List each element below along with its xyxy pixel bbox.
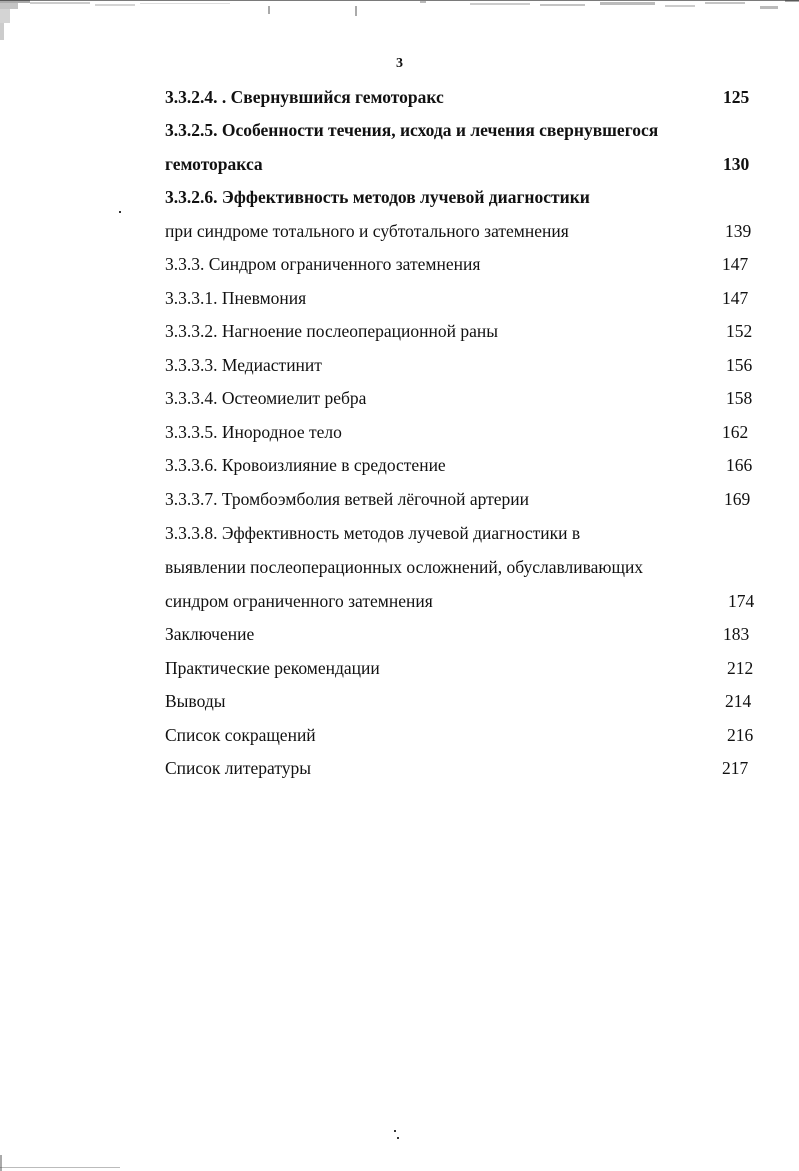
toc-entry-title: 3.3.2.6. Эффективность методов лучевой диагностики — [165, 187, 590, 207]
toc-entry — [165, 452, 765, 478]
toc-entry-page-number: 152 — [726, 321, 753, 341]
toc-entry — [165, 251, 765, 277]
toc-entry — [165, 722, 765, 748]
toc-entry — [165, 184, 765, 210]
toc-entry-title: 3.3.3. Синдром ограниченного затемнения — [165, 254, 481, 274]
toc-entry-title: при синдроме тотального и субтотального затемнения — [165, 221, 569, 241]
toc-entry — [165, 621, 765, 647]
toc-entry — [165, 352, 765, 378]
toc-entry-page-number: 139 — [725, 221, 752, 241]
toc-entry — [165, 151, 765, 177]
toc-entry-title: выявлении послеоперационных осложнений, обуславливающих — [165, 557, 644, 577]
toc-entry-title: гемоторакса — [165, 154, 263, 174]
toc-entry-title: Выводы — [165, 691, 226, 711]
scan-speck — [119, 211, 121, 213]
scan-noise-bottom — [0, 1155, 799, 1171]
toc-entry-title: 3.3.3.5. Инородное тело — [165, 422, 342, 442]
page-number: 3 — [396, 56, 403, 71]
toc-entry-page-number: 162 — [722, 422, 749, 442]
toc-entry-title: 3.3.2.4. . Свернувшийся гемоторакс — [165, 87, 444, 107]
toc-entry-page-number: 212 — [727, 658, 754, 678]
toc-entry — [165, 554, 765, 580]
toc-entry-title: 3.3.3.7. Тромбоэмболия ветвей лёгочной артерии — [165, 489, 530, 509]
toc-entry-title: Заключение — [165, 624, 255, 644]
toc-entry-page-number: 217 — [722, 758, 749, 778]
toc-entry-title: 3.3.3.4. Остеомиелит ребра — [165, 388, 367, 408]
toc-entry-title: Список литературы — [165, 758, 312, 778]
toc-entry-page-number: 183 — [723, 624, 750, 644]
toc-entry-page-number: 125 — [723, 87, 750, 107]
toc-entry-title: 3.3.3.8. Эффективность методов лучевой диагностики в — [165, 523, 581, 543]
toc-entry-page-number: 214 — [725, 691, 752, 711]
toc-entry — [165, 486, 765, 512]
toc-entry-title: 3.3.3.1. Пневмония — [165, 288, 307, 308]
toc-entry-page-number: 216 — [727, 725, 754, 745]
toc-entry — [165, 755, 765, 781]
toc-entry-title: 3.3.2.5. Особенности течения, исхода и лечения свернувшегося — [165, 120, 659, 140]
toc-entry-page-number: 166 — [726, 455, 753, 475]
toc-entry — [165, 285, 765, 311]
toc-entry-page-number: 169 — [724, 489, 751, 509]
toc-entry — [165, 419, 765, 445]
toc-entry — [165, 218, 765, 244]
scan-noise-top — [0, 0, 799, 40]
scan-speck — [397, 1137, 399, 1139]
toc-entry — [165, 655, 765, 681]
scan-speck — [394, 1130, 396, 1132]
toc-entry — [165, 385, 765, 411]
toc-entry-page-number: 156 — [726, 355, 753, 375]
toc-entry — [165, 520, 765, 546]
toc-entry-title: 3.3.3.6. Кровоизлияние в средостение — [165, 455, 446, 475]
toc-entry — [165, 117, 765, 143]
toc-entry — [165, 588, 765, 614]
toc-entry-title: Практические рекомендации — [165, 658, 380, 678]
toc-entry — [165, 318, 765, 344]
toc-entry-page-number: 174 — [728, 591, 755, 611]
toc-entry-title: 3.3.3.2. Нагноение послеоперационной раны — [165, 321, 498, 341]
toc-entry-page-number: 158 — [726, 388, 753, 408]
toc-entry-page-number: 147 — [722, 288, 749, 308]
toc-entry — [165, 688, 765, 714]
toc-entry-title: 3.3.3.3. Медиастинит — [165, 355, 322, 375]
toc-entry — [165, 84, 765, 110]
toc-entry-title: синдром ограниченного затемнения — [165, 591, 433, 611]
toc-entry-page-number: 147 — [722, 254, 749, 274]
toc-entry-page-number: 130 — [723, 154, 750, 174]
toc-entry-title: Список сокращений — [165, 725, 316, 745]
